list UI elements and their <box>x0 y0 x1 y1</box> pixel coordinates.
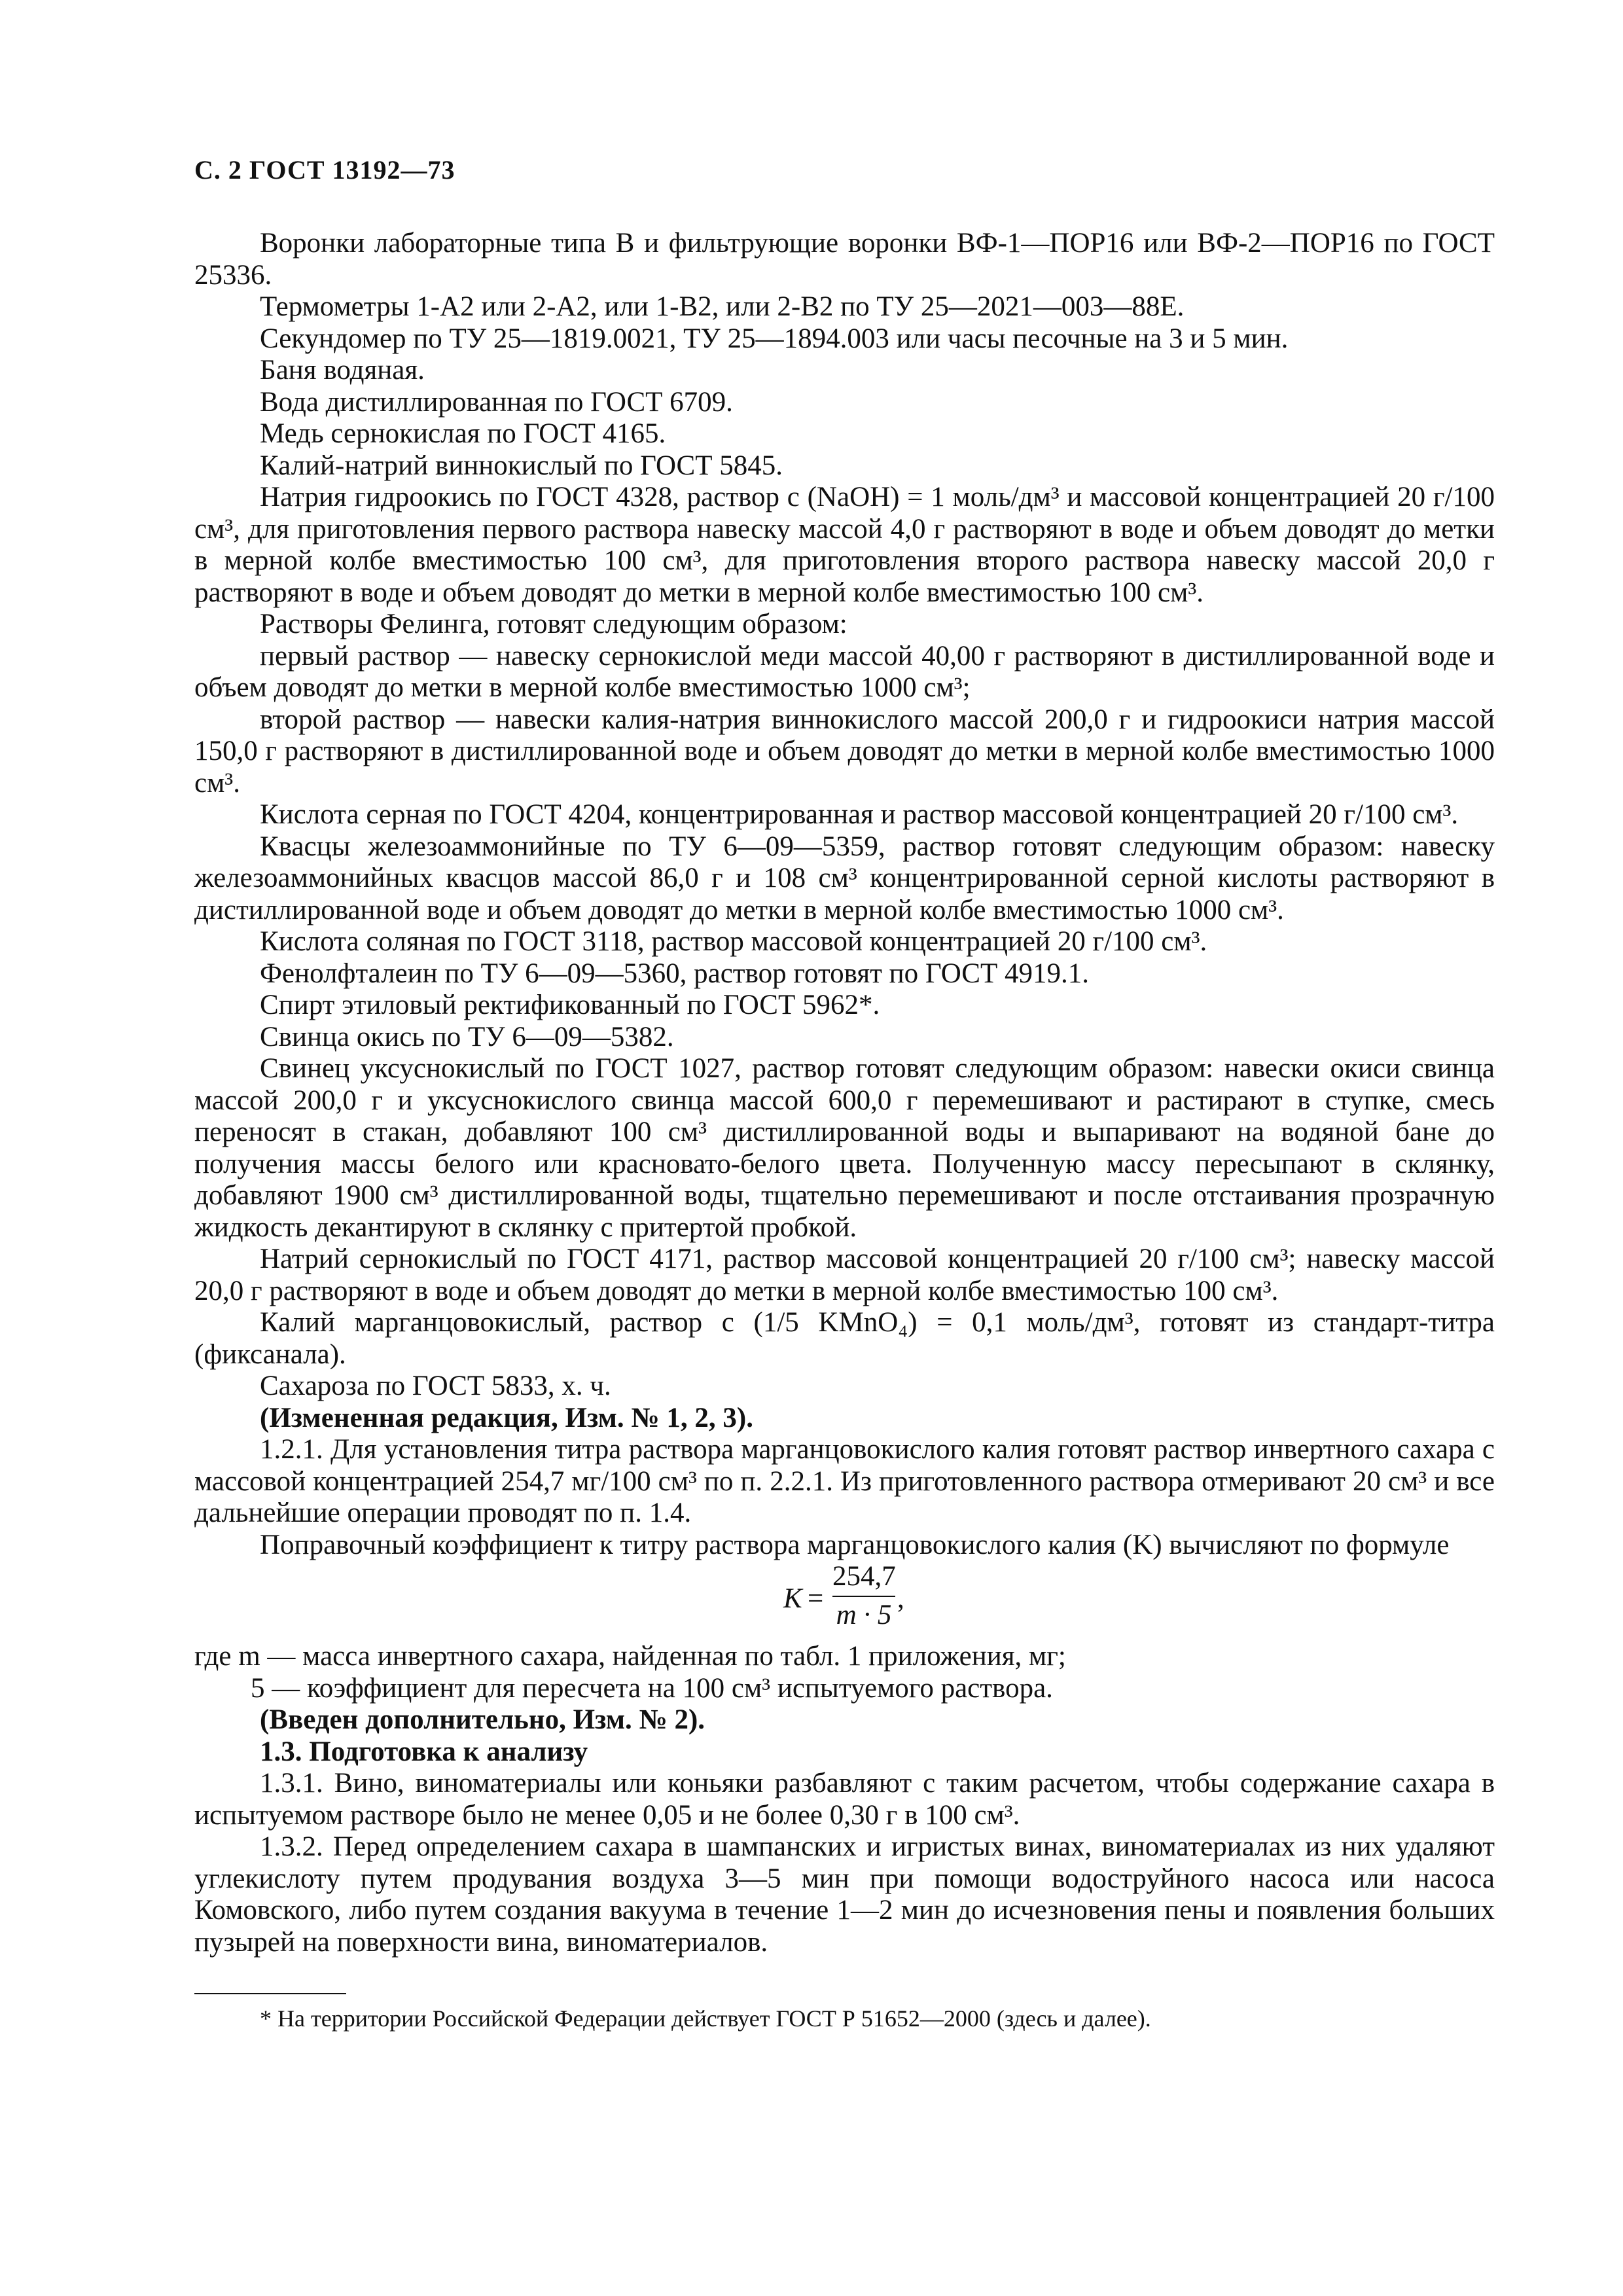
paragraph: Воронки лабораторные типа В и фильтрующие воронки ВФ-1—ПОР16 или ВФ-2—ПОР16 по ГОСТ 25336. <box>194 228 1495 291</box>
formula-equals: = <box>808 1583 824 1614</box>
paragraph: Сахароза по ГОСТ 5833, х. ч. <box>260 1371 611 1401</box>
paragraph: Калий-натрий виннокислый по ГОСТ 5845. <box>260 450 783 481</box>
paragraph: Поправочный коэффициент к титру раствора марганцовокислого калия (K) вычисляют по формуле <box>260 1529 1450 1560</box>
paragraph: 1.2.1. Для установления титра раствора марганцовокислого калия готовят раствор инвертного сахара с массовой концентрацией 254,7 мг/100 см³ по п. 2.2.1. Из приготовленного раствора отмеривают 20 см³ и все дальнейшие операции проводят по п. 1.4. <box>194 1434 1495 1528</box>
formula-denominator: m · 5 <box>836 1599 892 1630</box>
paragraph: Растворы Фелинга, готовят следующим образом: <box>260 609 847 639</box>
amendment-note: (Введен дополнительно, Изм. № 2). <box>260 1704 705 1735</box>
paragraph: 1.3.1. Вино, виноматериалы или коньяки разбавляют с таким расчетом, чтобы содержание сахара в испытуемом растворе было не менее 0,05 и не более 0,30 г в 100 см³. <box>194 1768 1495 1831</box>
footnote-divider <box>194 1993 346 1994</box>
paragraph: Квасцы железоаммонийные по ТУ 6—09—5359, раствор готовят следующим образом: навеску железоаммонийных квасцов массой 86,0 г и 108 см³ концентрированной серной кислоты растворяют в дистиллированной воде и объем доводят до метки в мерной колбе вместимостью 1000 см³. <box>194 831 1495 925</box>
paragraph: 1.3.2. Перед определением сахара в шампанских и игристых винах, виноматериалах из них удаляют углекислоту путем продувания воздуха 3—5 мин при помощи водоструйного насоса или насоса Комовского, либо путем создания вакуума в течение 1—2 мин до исчезновения пены и появления больших пузырей на поверхности вина, виноматериалов. <box>194 1831 1495 1958</box>
paragraph: Термометры 1-А2 или 2-А2, или 1-В2, или 2-В2 по ТУ 25—2021—003—88Е. <box>260 291 1185 322</box>
paragraph: Вода дистиллированная по ГОСТ 6709. <box>260 386 733 418</box>
formula-comma: , <box>897 1583 904 1614</box>
paragraph: Секундомер по ТУ 25—1819.0021, ТУ 25—1894.003 или часы песочные на 3 и 5 мин. <box>260 323 1289 354</box>
page-header: С. 2 ГОСТ 13192—73 <box>194 155 455 185</box>
paragraph: Калий марганцовокислый, раствор c (1/5 KMnO₄) = 0,1 моль/дм³, готовят из стандарт-титра (фиксанала). <box>194 1307 1495 1370</box>
formula-numerator: 254,7 <box>832 1561 896 1592</box>
section-heading: 1.3. Подготовка к анализу <box>260 1736 588 1767</box>
document-body <box>194 228 1495 1958</box>
paragraph: Баня водяная. <box>260 355 425 386</box>
formula-lhs: K <box>783 1583 802 1614</box>
paragraph: Кислота серная по ГОСТ 4204, концентрированная и раствор массовой концентрацией 20 г/100 см³. <box>260 799 1459 830</box>
paragraph: Фенолфталеин по ТУ 6—09—5360, раствор готовят по ГОСТ 4919.1. <box>260 958 1089 989</box>
paragraph: Свинец уксуснокислый по ГОСТ 1027, раствор готовят следующим образом: навески окиси свинца массой 200,0 г и уксуснокислого свинца массой 600,0 г перемешивают и растирают в ступке, смесь переносят в стакан, добавляют 100 см³ дистиллированной воды и выпаривают на водяной бане до получения массы белого или красновато-белого цвета. Полученную массу пересыпают в склянку, добавляют 1900 см³ дистиллированной воды, тщательно перемешивают и после отстаивания прозрачную жидкость декантируют в склянку с притертой пробкой. <box>194 1053 1495 1243</box>
amendment-note: (Измененная редакция, Изм. № 1, 2, 3). <box>260 1402 753 1433</box>
paragraph: Натрия гидроокись по ГОСТ 4328, раствор c (NaOH) = 1 моль/дм³ и массовой концентрацией 20 г/100 см³, для приготовления первого раствора навеску массой 4,0 г растворяют в воде и объем доводят до метки в мерной колбе вместимостью 100 см³, для приготовления второго раствора навеску массой 20,0 г растворяют в воде и объем доводят до метки в мерной колбе вместимостью 100 см³. <box>194 482 1495 608</box>
paragraph: второй раствор — навески калия-натрия виннокислого массой 200,0 г и гидроокиси натрия массой 150,0 г растворяют в дистиллированной воде и объем доводят до метки в мерной колбе вместимостью 1000 см³. <box>194 704 1495 798</box>
where-clause: где m — масса инвертного сахара, найденная по табл. 1 приложения, мг; <box>194 1641 1066 1672</box>
formula <box>194 1561 1495 1641</box>
footnote: * На территории Российской Федерации действует ГОСТ Р 51652—2000 (здесь и далее). <box>260 2005 1151 2032</box>
where-clause-item: 5 — коэффициент для пересчета на 100 см³ испытуемого раствора. <box>251 1672 1053 1704</box>
paragraph: первый раствор — навеску сернокислой меди массой 40,00 г растворяют в дистиллированной воде и объем доводят до метки в мерной колбе вместимостью 1000 см³; <box>194 640 1495 703</box>
paragraph: Кислота соляная по ГОСТ 3118, раствор массовой концентрацией 20 г/100 см³. <box>260 926 1207 957</box>
paragraph: Медь сернокислая по ГОСТ 4165. <box>260 418 666 449</box>
paragraph: Спирт этиловый ректификованный по ГОСТ 5962*. <box>260 990 880 1020</box>
paragraph: Натрий сернокислый по ГОСТ 4171, раствор массовой концентрацией 20 г/100 см³; навеску массой 20,0 г растворяют в воде и объем доводят до метки в мерной колбе вместимостью 100 см³. <box>194 1244 1495 1306</box>
formula-fraction <box>832 1561 895 1631</box>
paragraph: Свинца окись по ТУ 6—09—5382. <box>260 1021 674 1052</box>
